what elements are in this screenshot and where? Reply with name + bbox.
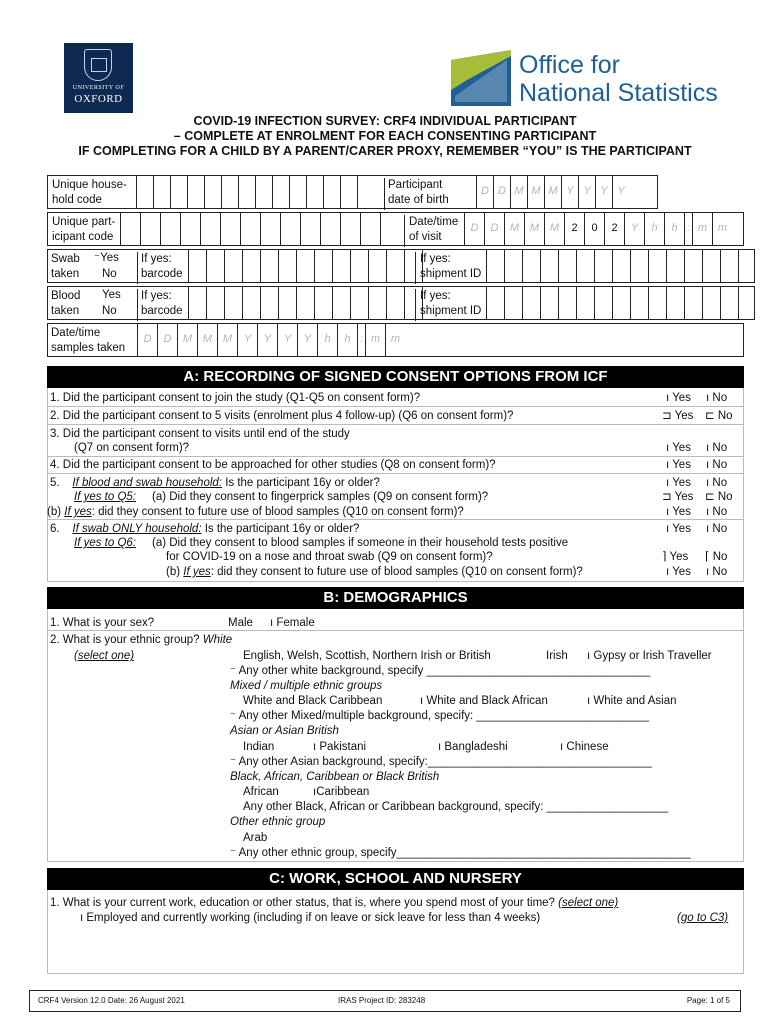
visit-cell: M xyxy=(504,213,524,245)
a-q4-yes[interactable]: ı Yes xyxy=(666,459,691,471)
no-label: No xyxy=(712,551,728,563)
b-q1: 1. What is your sex? xyxy=(50,617,155,629)
a-q5-num: 5. xyxy=(50,477,60,489)
dob-cell: Y xyxy=(578,176,595,208)
participant-code-cells[interactable] xyxy=(120,213,400,245)
ons-line2: National Statistics xyxy=(519,79,718,107)
swab-label: Swab taken xyxy=(51,253,80,280)
a-q6b xyxy=(166,565,583,580)
a-q5a-no[interactable]: ⊏ No xyxy=(705,491,733,503)
yes-label: Yes xyxy=(672,506,691,518)
a-q5a xyxy=(74,490,488,505)
yes-label: Yes xyxy=(672,392,691,404)
visit-cell: 2 xyxy=(604,213,624,245)
a-q6a xyxy=(74,536,568,551)
oxford-crest-icon xyxy=(84,49,112,81)
samples-cell: m xyxy=(365,324,385,356)
dob-cell: Y xyxy=(612,176,629,208)
samples-datetime-cells[interactable] xyxy=(137,324,405,356)
a-q6b-prefix: (b) xyxy=(166,566,181,578)
a-q6b-text: : did they consent to future use of blood samples (Q10 on consent form)? xyxy=(210,566,583,578)
ons-logo-text xyxy=(519,51,718,107)
samples-row xyxy=(47,323,744,357)
asian-heading: Asian or Asian British xyxy=(230,725,339,737)
no-label: No xyxy=(712,477,728,489)
a-q3-yes[interactable]: ı Yes xyxy=(666,442,691,454)
c-employed-option[interactable]: ı Employed and currently working (including if on leave or sick leave for less than 4 weeks) xyxy=(80,912,541,924)
a-q6-condition: If swab ONLY household: xyxy=(72,523,202,535)
chinese-label: Chinese xyxy=(566,741,609,753)
wba-label: White and Black African xyxy=(426,695,548,707)
section-a-heading: A: RECORDING OF SIGNED CONSENT OPTIONS FROM ICF xyxy=(47,366,744,388)
a-q6a-prefix: If yes to Q6: xyxy=(74,537,136,549)
visit-cell: h xyxy=(644,213,664,245)
visit-cell: D xyxy=(464,213,484,245)
c-q1 xyxy=(50,896,618,911)
visit-cell: h xyxy=(664,213,684,245)
pakistani-label: Pakistani xyxy=(319,741,367,753)
household-code-cells[interactable] xyxy=(136,176,374,208)
visit-cell: m xyxy=(712,213,732,245)
white-heading: White xyxy=(202,634,233,646)
no-label: No xyxy=(712,442,728,454)
a-q5a-yes[interactable]: ⊐ Yes xyxy=(662,491,694,503)
a-q6a-yes[interactable]: ⌉ Yes xyxy=(662,551,689,563)
visit-label: Date/time of visit xyxy=(404,215,458,247)
a-q5-text: Is the participant 16y or older? xyxy=(222,477,380,489)
samples-cell: D xyxy=(157,324,177,356)
blood-shipment-cells[interactable] xyxy=(486,287,756,319)
eth-white-british[interactable]: English, Welsh, Scottish, Northern Irish or British xyxy=(243,650,491,662)
c-q1-text: 1. What is your current work, education or other status, that is, where you spend most of your time? xyxy=(50,897,555,909)
a-q6a-no[interactable]: ⌈ No xyxy=(705,551,728,563)
a-q4-no[interactable]: ı No xyxy=(706,459,728,471)
section-b-heading: B: DEMOGRAPHICS xyxy=(47,587,744,609)
visit-datetime-cells[interactable] xyxy=(464,213,732,245)
yes-label: Yes xyxy=(674,491,694,503)
a-q6a-line2: for COVID-19 on a nose and throat swab (Q9 on consent form)? xyxy=(166,551,493,563)
a-q6 xyxy=(50,522,359,537)
eth-black-other[interactable]: Any other Black, African or Caribbean background, specify: ___________________ xyxy=(243,801,669,813)
a-q5-condition: If blood and swab household: xyxy=(72,477,222,489)
blood-shipment-label: If yes: shipment ID xyxy=(415,289,481,321)
a-q6a-line1: (a) Did they consent to blood samples if someone in their household tests positive xyxy=(151,537,569,549)
no-label: No xyxy=(712,506,728,518)
a-q5-no[interactable]: ı No xyxy=(706,477,728,489)
other-other-label: Any other ethnic group, specify______________________________________________ xyxy=(238,847,691,859)
dob-cell: Y xyxy=(595,176,612,208)
bangladeshi-label: Bangladeshi xyxy=(444,741,508,753)
a-q1: 1. Did the participant consent to join the study (Q1-Q5 on consent form)? xyxy=(50,392,421,404)
eth-white-black-caribbean[interactable]: White and Black Caribbean xyxy=(243,695,383,707)
blood-row xyxy=(47,286,755,320)
blood-label: Blood taken xyxy=(51,290,81,317)
swab-shipment-cells[interactable] xyxy=(486,250,756,282)
visit-cell: 0 xyxy=(584,213,604,245)
yes-label: Yes xyxy=(672,566,691,578)
visit-cell: M xyxy=(524,213,544,245)
oxford-logo-line2: OXFORD xyxy=(74,93,123,105)
eth-pakistani[interactable]: ı Pakistani xyxy=(313,741,367,753)
eth-gypsy[interactable]: ı Gypsy or Irish Traveller xyxy=(587,650,712,662)
female-label: Female xyxy=(276,617,315,629)
visit-cell: 2 xyxy=(564,213,584,245)
swab-barcode-label: If yes: barcode xyxy=(137,252,183,284)
swab-barcode-cells[interactable] xyxy=(188,250,440,282)
participant-code-label: Unique part- icipant code xyxy=(52,216,116,243)
swab-yes-option[interactable]: ⁻Yes xyxy=(94,252,119,264)
a-q2-no[interactable]: ⊏ No xyxy=(705,410,733,422)
title-line2: – COMPLETE AT ENROLMENT FOR EACH CONSENTING PARTICIPANT xyxy=(173,129,597,143)
yes-label: Yes xyxy=(672,459,691,471)
a-q5a-prefix: If yes to Q5: xyxy=(74,491,136,503)
samples-cell: M xyxy=(217,324,237,356)
other-heading: Other ethnic group xyxy=(230,816,326,828)
samples-cell: M xyxy=(197,324,217,356)
samples-cell: Y xyxy=(237,324,257,356)
eth-white-asian[interactable]: ı White and Asian xyxy=(587,695,677,707)
dob-cell: D xyxy=(476,176,493,208)
no-label: No xyxy=(717,410,733,422)
title-line1: COVID-19 INFECTION SURVEY: CRF4 INDIVIDUAL PARTICIPANT xyxy=(193,114,577,128)
samples-cell: Y xyxy=(257,324,277,356)
eth-mixed-other[interactable]: ⁻ Any other Mixed/multiple background, specify: ___________________________ xyxy=(230,710,650,722)
participant-visit-row xyxy=(47,212,744,246)
eth-african[interactable]: African xyxy=(243,786,279,798)
visit-cell: m xyxy=(692,213,712,245)
samples-cell: h xyxy=(317,324,337,356)
dob-cell: M xyxy=(527,176,544,208)
a-q6-text: Is the participant 16y or older? xyxy=(201,523,360,535)
no-label: No xyxy=(712,523,728,535)
b-q2-text: 2. What is your ethnic group? xyxy=(50,634,200,646)
a-q5b-text: : did they consent to future use of blood samples (Q10 on consent form)? xyxy=(91,506,464,518)
a-q3-no[interactable]: ı No xyxy=(706,442,728,454)
dob-cells[interactable] xyxy=(476,176,629,208)
a-q5b-yes[interactable]: ı Yes xyxy=(666,506,691,518)
a-q6b-yes[interactable]: ı Yes xyxy=(666,566,691,578)
blood-no-option[interactable]: No xyxy=(102,305,117,317)
blood-barcode-label: If yes: barcode xyxy=(137,289,183,321)
eth-indian[interactable]: Indian xyxy=(243,741,275,753)
visit-cell: M xyxy=(544,213,564,245)
blood-barcode-cells[interactable] xyxy=(188,287,440,319)
a-q1-no[interactable]: ı No xyxy=(706,392,728,404)
a-q5a-text: (a) Did they consent to fingerprick samples (Q9 on consent form)? xyxy=(151,491,489,503)
mixed-heading: Mixed / multiple ethnic groups xyxy=(230,680,383,692)
a-q6-num: 6. xyxy=(50,523,60,535)
dob-cell: Y xyxy=(561,176,578,208)
c-goto-c3: (go to C3) xyxy=(677,912,729,924)
caribbean-label: Caribbean xyxy=(316,786,370,798)
eth-chinese[interactable]: ı Chinese xyxy=(560,741,609,753)
mixed-other-label: Any other Mixed/multiple background, specify: ___________________________ xyxy=(238,710,650,722)
a-q5 xyxy=(50,476,380,491)
a-q5b xyxy=(47,505,464,520)
samples-cell: h xyxy=(337,324,357,356)
dob-cell: D xyxy=(493,176,510,208)
samples-label: Date/time samples taken xyxy=(51,327,126,354)
yes-label: Yes xyxy=(672,477,691,489)
a-q6b-no[interactable]: ı No xyxy=(706,566,728,578)
eth-other-other[interactable]: ⁻ Any other ethnic group, specify______________________________________________ xyxy=(230,847,691,859)
a-q5b-ifyes: If yes xyxy=(64,506,92,518)
footer xyxy=(29,990,741,1012)
swab-yes-label: Yes xyxy=(100,252,119,264)
visit-cell: D xyxy=(484,213,504,245)
a-q2-yes[interactable]: ⊐ Yes xyxy=(662,410,694,422)
household-code-label: Unique house- hold code xyxy=(52,179,127,206)
eth-white-other[interactable]: ⁻ Any other white background, specify ___________________________________ xyxy=(230,665,651,677)
a-q2: 2. Did the participant consent to 5 visits (enrolment plus 4 follow-up) (Q6 on consent form)? xyxy=(50,410,514,422)
oxford-logo xyxy=(64,43,133,113)
visit-cell: : xyxy=(684,213,692,245)
yes-label: Yes xyxy=(672,442,691,454)
eth-white-black-african[interactable]: ı White and Black African xyxy=(420,695,548,707)
sex-male-option[interactable]: Male xyxy=(228,617,253,629)
white-other-label: Any other white background, specify ___________________________________ xyxy=(238,665,651,677)
black-heading: Black, African, Caribbean or Black British xyxy=(230,771,440,783)
a-q5b-no[interactable]: ı No xyxy=(706,506,728,518)
a-q4: 4. Did the participant consent to be approached for other studies (Q8 on consent form)? xyxy=(50,459,496,471)
footer-iras: IRAS Project ID: 283248 xyxy=(338,996,426,1005)
a-q3-line1: 3. Did the participant consent to visits until end of the study xyxy=(50,428,350,440)
blood-yes-option[interactable]: Yes xyxy=(102,289,121,301)
title-line3: IF COMPLETING FOR A CHILD BY A PARENT/CARER PROXY, REMEMBER “YOU” IS THE PARTICIPANT xyxy=(78,144,692,158)
a-q6b-ifyes: If yes xyxy=(183,566,211,578)
gypsy-label: Gypsy or Irish Traveller xyxy=(593,650,712,662)
samples-cell: M xyxy=(177,324,197,356)
a-q6-no[interactable]: ı No xyxy=(706,523,728,535)
section-c-heading: C: WORK, SCHOOL AND NURSERY xyxy=(47,868,744,890)
yes-label: Yes xyxy=(669,551,689,563)
yes-label: Yes xyxy=(672,523,691,535)
a-q5-yes[interactable]: ı Yes xyxy=(666,477,691,489)
employed-label: Employed and currently working (including if on leave or sick leave for less than 4 weeks) xyxy=(86,912,541,924)
samples-cell: Y xyxy=(297,324,317,356)
no-label: No xyxy=(712,392,728,404)
swab-no-option[interactable]: No xyxy=(102,268,117,280)
a-q5b-prefix: (b) xyxy=(47,506,62,518)
a-q1-yes[interactable]: ı Yes xyxy=(666,392,691,404)
dob-cell: M xyxy=(544,176,561,208)
oxford-logo-line1: UNIVERSITY OF xyxy=(72,85,125,91)
no-label: No xyxy=(712,459,728,471)
sex-female-option[interactable]: ı Female xyxy=(270,617,315,629)
footer-version: CRF4 Version 12.0 Date: 26 August 2021 xyxy=(38,996,185,1005)
ons-logo-mark-icon xyxy=(451,50,511,106)
swab-row xyxy=(47,249,755,283)
footer-page: Page: 1 of 5 xyxy=(686,996,730,1005)
swab-shipment-label: If yes: shipment ID xyxy=(415,252,481,284)
no-label: No xyxy=(712,566,728,578)
household-dob-row xyxy=(47,175,658,209)
dob-cell: M xyxy=(510,176,527,208)
no-label: No xyxy=(717,491,733,503)
yes-label: Yes xyxy=(674,410,694,422)
samples-cell: D xyxy=(137,324,157,356)
eth-caribbean[interactable]: ıCaribbean xyxy=(313,786,370,798)
wa-label: White and Asian xyxy=(593,695,677,707)
b-select-one: (select one) xyxy=(74,650,135,662)
eth-irish[interactable]: Irish xyxy=(546,650,568,662)
eth-arab[interactable]: Arab xyxy=(243,832,268,844)
samples-cell: m xyxy=(385,324,405,356)
a-q6-yes[interactable]: ı Yes xyxy=(666,523,691,535)
visit-cell: Y xyxy=(624,213,644,245)
samples-cell: : xyxy=(357,324,365,356)
eth-bangladeshi[interactable]: ı Bangladeshi xyxy=(438,741,508,753)
c-select-one: (select one) xyxy=(558,897,619,909)
samples-cell: Y xyxy=(277,324,297,356)
ons-line1: Office for xyxy=(519,51,620,79)
dob-label: Participant date of birth xyxy=(384,178,449,210)
a-q3-line2: (Q7 on consent form)? xyxy=(74,442,190,454)
asian-other-label: Any other Asian background, specify:___________________________________ xyxy=(238,756,652,768)
eth-asian-other[interactable]: ⁻ Any other Asian background, specify:___________________________________ xyxy=(230,756,652,768)
b-q2 xyxy=(50,633,232,648)
